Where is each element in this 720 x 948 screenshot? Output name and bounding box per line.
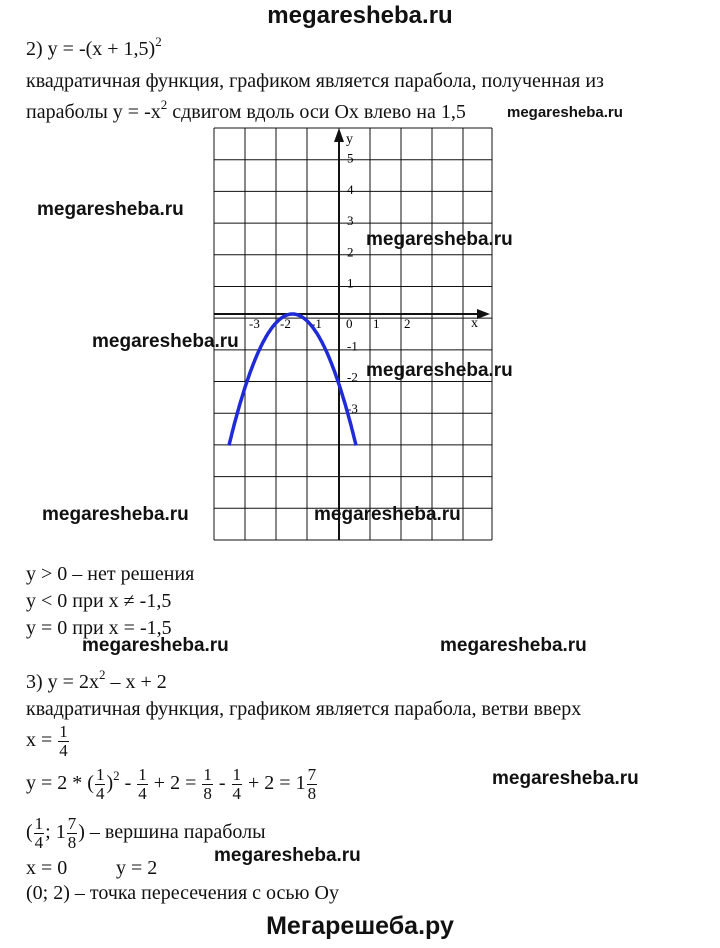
watermark-7: megaresheba.ru: [82, 635, 229, 656]
part2-description-line1: квадратичная функция, графиком является парабола, полученная из: [26, 70, 604, 92]
origin-label: 0: [346, 316, 353, 331]
watermark-2: megaresheba.ru: [366, 229, 513, 250]
watermark-10: megaresheba.ru: [214, 845, 361, 866]
y-axis-label: y: [346, 132, 353, 147]
y-tick-label: 1: [347, 275, 354, 291]
watermark-3: megaresheba.ru: [92, 331, 239, 352]
x-tick-label: -2: [280, 316, 291, 331]
part3-formula: 3) $y = 2x^2 - x + 2$: [26, 667, 167, 693]
vertex-point: ( $\frac{1}{4}$ ; 1 $\frac{7}{8}$ ) – вершина параболы: [26, 814, 266, 852]
watermark-5: megaresheba.ru: [42, 504, 189, 525]
x-axis-label: x: [471, 316, 478, 331]
part2-formula: 2) $y = -(x + 1,5)^2$: [26, 34, 162, 60]
y-tick-label: 2: [347, 244, 354, 260]
watermark-6: megaresheba.ru: [314, 504, 461, 525]
y-tick-label: 4: [347, 181, 354, 197]
watermark-9: megaresheba.ru: [492, 768, 639, 789]
x-tick-label: -1: [311, 316, 322, 331]
watermark-1: megaresheba.ru: [37, 199, 184, 220]
y-tick-label: -2: [347, 369, 358, 385]
site-footer-watermark: Мегарешеба.ру: [266, 912, 454, 940]
y-axis: [334, 128, 344, 540]
y-vertex-calc: y = 2 * ( $\frac{1}{4}$ )$^2$ - $\frac{1}{4}$ + 2 = $\frac{1}{8}$ - $\frac{1}{4}$ + 2 = 1 $\frac{7}{8}$: [26, 765, 317, 803]
x-tick-label: 2: [404, 316, 411, 331]
x-tick-label: 1: [373, 316, 380, 331]
y-tick-label: -3: [347, 400, 358, 416]
y-tick-label: 5: [347, 150, 354, 166]
part2-description-line2: параболы $y = -x^2$ сдвигом вдоль оси Ox влево на 1,5: [26, 97, 466, 123]
result-negative: y < 0 при x ≠ -1,5: [26, 590, 172, 612]
inline-watermark: megaresheba.ru: [507, 104, 623, 121]
watermark-8: megaresheba.ru: [440, 635, 587, 656]
y-two: y = 2: [116, 857, 158, 879]
y-tick-label: -1: [347, 338, 358, 354]
y-intercept-point: (0; 2) – точка пересечения с осью Oy: [26, 882, 339, 904]
parabola-curve: [229, 314, 356, 446]
part3-description: квадратичная функция, графиком является парабола, ветви вверх: [26, 698, 582, 720]
x-vertex-calc: x = $\frac{1}{4}$: [26, 722, 68, 760]
watermark-4: megaresheba.ru: [366, 360, 513, 381]
result-positive: y > 0 – нет решения: [26, 563, 195, 585]
x-tick-label: -3: [249, 316, 260, 331]
y-tick-label: 3: [347, 213, 354, 229]
x-zero: x = 0: [26, 857, 68, 879]
site-header-watermark: megaresheba.ru: [267, 2, 453, 29]
result-zero: y = 0 при x = -1,5: [26, 617, 172, 639]
y-tick-labels: [347, 151, 358, 416]
fraction-one-quarter: $\frac{1}{4}$: [59, 722, 68, 760]
